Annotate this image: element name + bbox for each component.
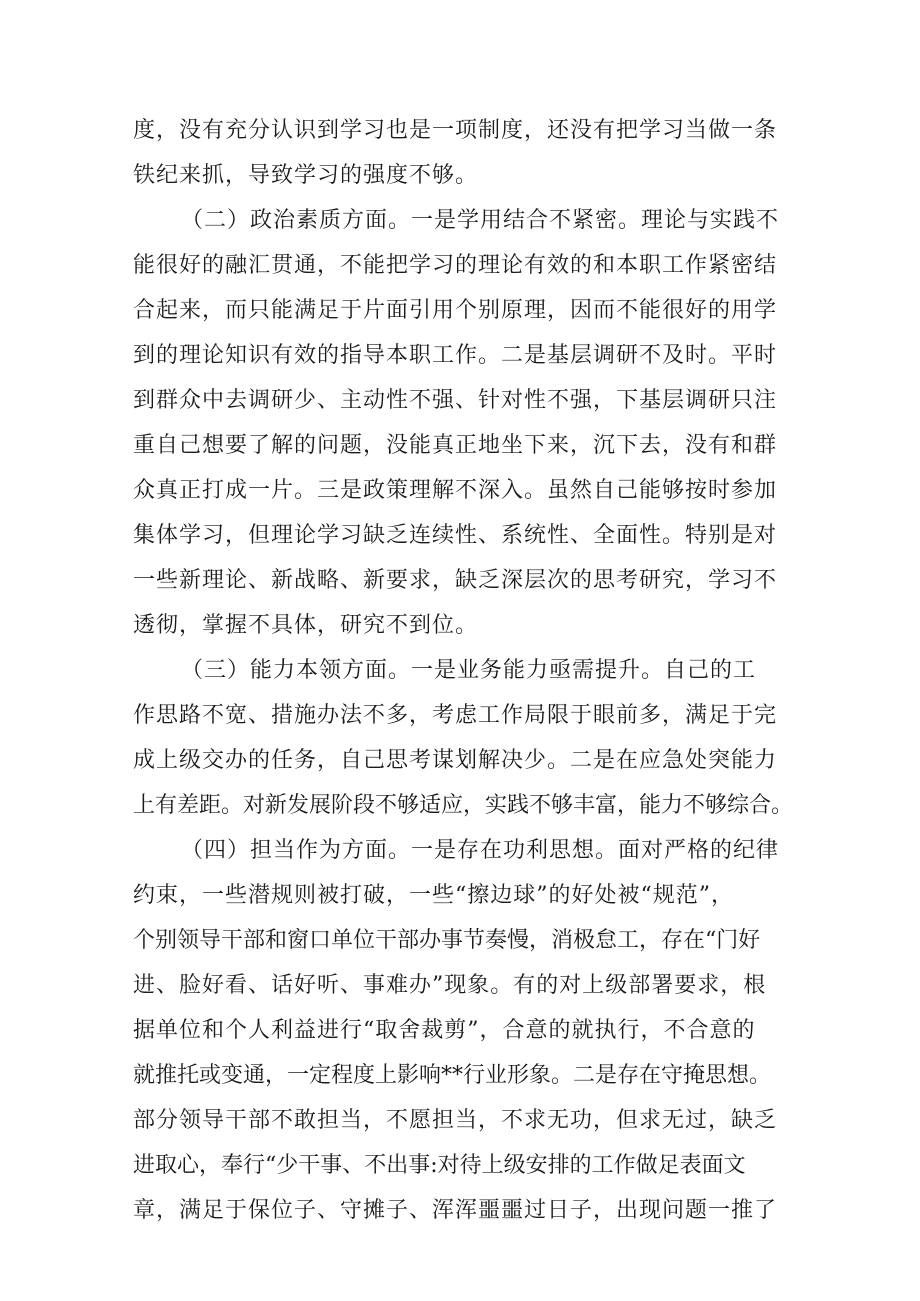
text-line: 上有差距。对新发展阶段不够适应，实践不够丰富，能力不够综合。	[133, 793, 794, 818]
text-line: 约束，一些潜规则被打破，一些“擦边球”的好处被“规范”，	[133, 883, 734, 908]
text-line: 成上级交办的任务，自己思考谋划解决少。二是在应急处突能力	[133, 748, 778, 773]
text-line: 到群众中去调研少、主动性不强、针对性不强，下基层调研只注	[133, 388, 778, 413]
text-line: 就推托或变通，一定程度上影响**行业形象。二是存在守掩思想。	[133, 1063, 772, 1088]
text-line: 章，满足于保位子、守摊子、浑浑噩噩过日子，出现问题一推了	[133, 1198, 778, 1223]
text-line: 据单位和个人利益进行“取舍裁剪”，合意的就执行，不合意的	[133, 1018, 756, 1043]
section-heading-line: （三）能力本领方面。一是业务能力亟需提升。自己的工	[181, 658, 757, 683]
text-line: 作思路不宽、措施办法不多，考虑工作局限于眼前多，满足于完	[133, 703, 778, 728]
text-line: 到的理论知识有效的指导本职工作。二是基层调研不及时。平时	[133, 343, 778, 368]
text-line: 透彻，掌握不具体，研究不到位。	[133, 613, 479, 638]
text-line: 部分领导干部不敢担当，不愿担当，不求无功，但求无过，缺乏	[133, 1108, 778, 1133]
text-line: 进取心，奉行“少干事、不出事:对待上级安排的工作做足表面文	[133, 1153, 746, 1178]
text-line: 众真正打成一片。三是政策理解不深入。虽然自己能够按时参加	[133, 478, 778, 503]
text-line: 集体学习，但理论学习缺乏连续性、系统性、全面性。特别是对	[133, 523, 778, 548]
text-line: 合起来，而只能满足于片面引用个别原理，因而不能很好的用学	[133, 298, 778, 323]
text-line: 重自己想要了解的问题，没能真正地坐下来，沉下去，没有和群	[133, 433, 778, 458]
text-line: 一些新理论、新战略、新要求，缺乏深层次的思考研究，学习不	[133, 568, 778, 593]
text-line: 铁纪来抓，导致学习的强度不够。	[133, 163, 479, 188]
section-heading-line: （四）担当作为方面。一是存在功利思想。面对严格的纪律	[181, 838, 780, 863]
text-line: 进、脸好看、话好听、事难办”现象。有的对上级部署要求，根	[133, 973, 767, 998]
text-line: 能很好的融汇贯通，不能把学习的理论有效的和本职工作紧密结	[133, 253, 778, 278]
section-heading-line: （二）政治素质方面。一是学用结合不紧密。理论与实践不	[181, 208, 780, 233]
text-line: 度，没有充分认识到学习也是一项制度，还没有把学习当做一条	[133, 118, 778, 143]
text-line: 个别领导干部和窗口单位干部办事节奏慢，消极怠工，存在“门好	[133, 928, 761, 953]
